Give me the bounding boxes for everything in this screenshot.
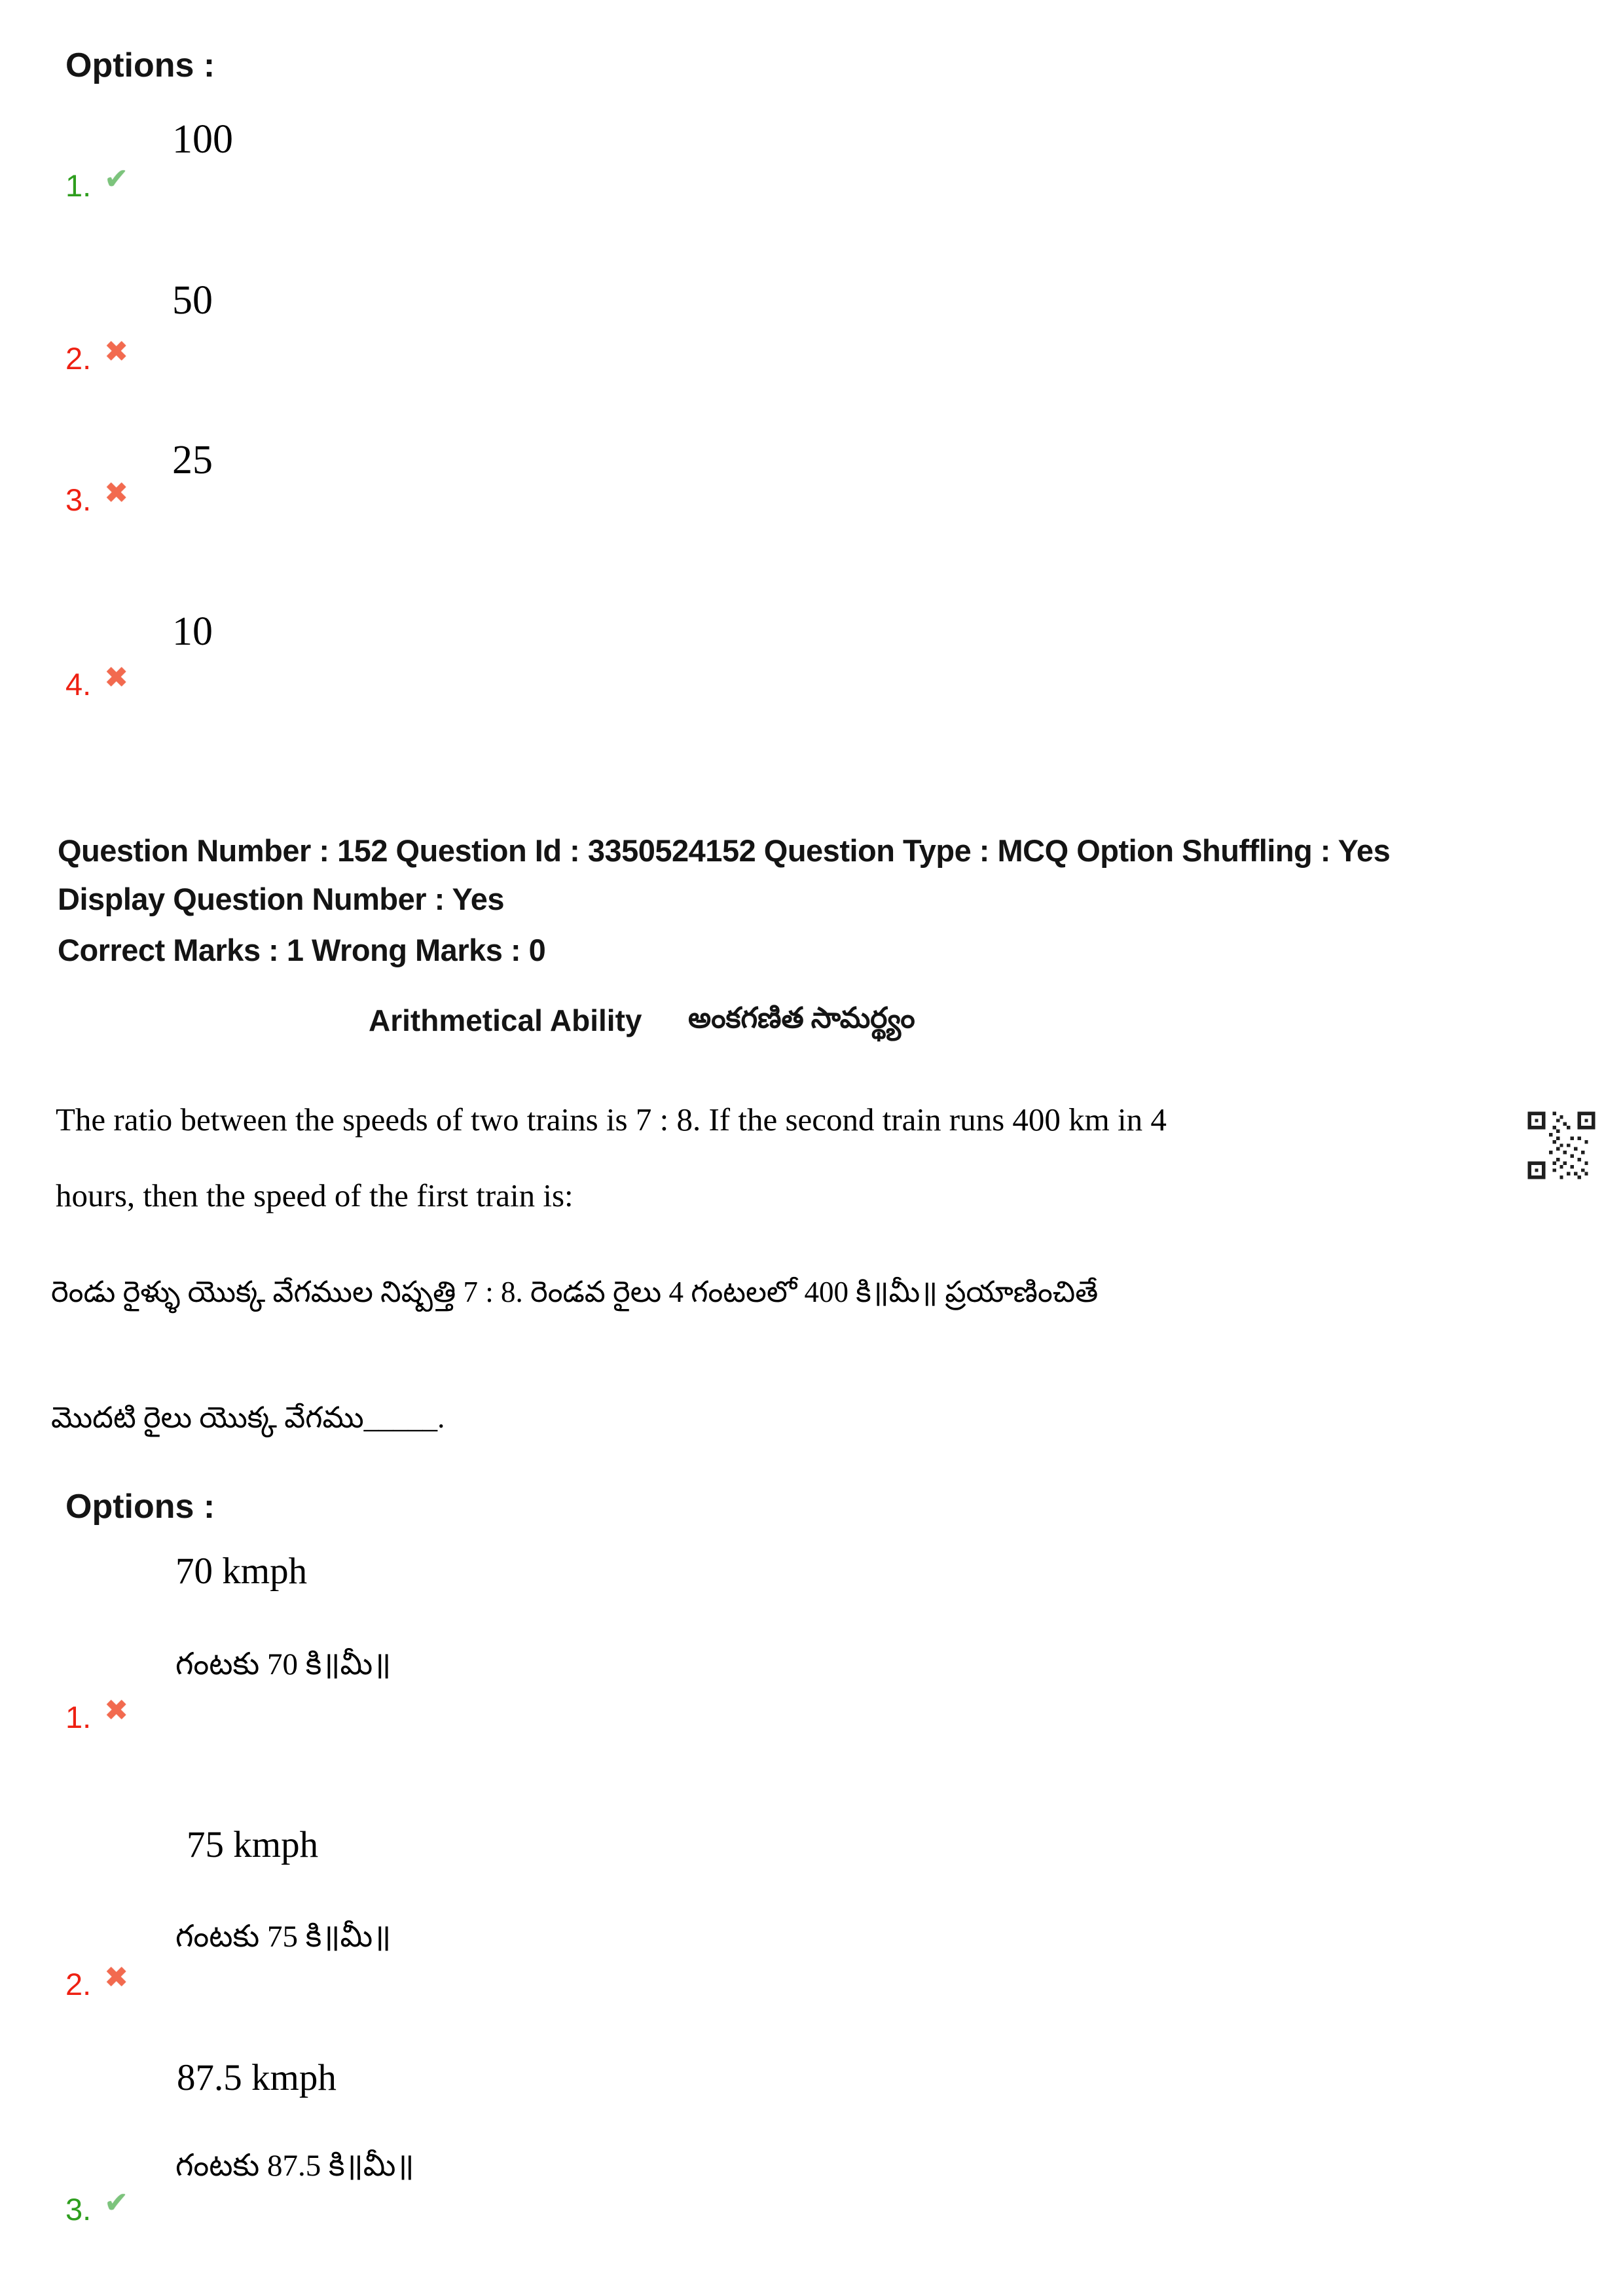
prev-option-marker-1 xyxy=(65,162,129,203)
cross-icon: ✖ xyxy=(104,476,129,510)
option-value-telugu-2: గంటకు 75 కి॥మీ॥ xyxy=(175,1920,392,1954)
option-value-english-1: 70 kmph xyxy=(175,1551,308,1592)
section-title-english: Arithmetical Ability xyxy=(369,1003,642,1037)
prev-option-number-3: 3. xyxy=(65,482,92,517)
options-heading: Options : xyxy=(65,1488,215,1526)
cross-icon: ✖ xyxy=(104,661,129,694)
prev-option-marker-2 xyxy=(65,335,129,376)
option-value-telugu-1: గంటకు 70 కి॥మీ॥ xyxy=(175,1647,392,1681)
qr-code xyxy=(1524,1108,1599,1183)
section-title-telugu: అంకగణిత సామర్థ్యం xyxy=(688,1002,915,1034)
option-value-telugu-3: గంటకు 87.5 కి॥మీ॥ xyxy=(175,2149,414,2183)
option-marker-3 xyxy=(65,2186,129,2227)
cross-icon: ✖ xyxy=(104,1694,129,1727)
prev-option-marker-4 xyxy=(65,661,129,702)
question-text-english-line-1: The ratio between the speeds of two trains is 7 : 8. If the second train runs 400 km in 4 xyxy=(56,1102,1167,1138)
prev-option-value-2: 50 xyxy=(172,278,213,323)
check-icon: ✔ xyxy=(104,162,129,196)
option-marker-1 xyxy=(65,1694,129,1734)
check-icon: ✔ xyxy=(104,2186,129,2219)
question-text-telugu-line-1: రెండు రైళ్ళు యొక్క వేగముల నిష్పత్తి 7 : 8. రెండవ రైలు 4 గంటలలో 400 కి॥మీ॥ ప్రయాణించితే xyxy=(51,1276,1099,1308)
question-text-english-line-2: hours, then the speed of the first train is: xyxy=(56,1177,574,1213)
question-meta-line-1: Question Number : 152 Question Id : 3350524152 Question Type : MCQ Option Shuffling : Yes xyxy=(58,833,1391,868)
cross-icon: ✖ xyxy=(104,1961,129,1994)
option-value-english-3: 87.5 kmph xyxy=(177,2057,337,2098)
prev-option-number-2: 2. xyxy=(65,341,92,376)
option-marker-2 xyxy=(65,1961,129,2001)
prev-option-number-1: 1. xyxy=(65,168,92,203)
prev-option-number-4: 4. xyxy=(65,667,92,702)
question-meta-line-3: Correct Marks : 1 Wrong Marks : 0 xyxy=(58,933,546,967)
cross-icon: ✖ xyxy=(104,335,129,368)
question-meta-line-2: Display Question Number : Yes xyxy=(58,882,505,916)
option-value-english-2: 75 kmph xyxy=(187,1824,319,1865)
prev-option-marker-3 xyxy=(65,476,129,517)
prev-option-value-3: 25 xyxy=(172,438,213,482)
prev-option-value-4: 10 xyxy=(172,609,213,654)
question-text-telugu-line-2: మొదటి రైలు యొక్క వేగము_____. xyxy=(51,1401,445,1434)
prev-options-heading: Options : xyxy=(65,46,215,84)
option-number-3: 3. xyxy=(65,2192,92,2227)
prev-option-value-1: 100 xyxy=(172,117,233,162)
option-number-2: 2. xyxy=(65,1967,92,2001)
option-number-1: 1. xyxy=(65,1700,92,1734)
